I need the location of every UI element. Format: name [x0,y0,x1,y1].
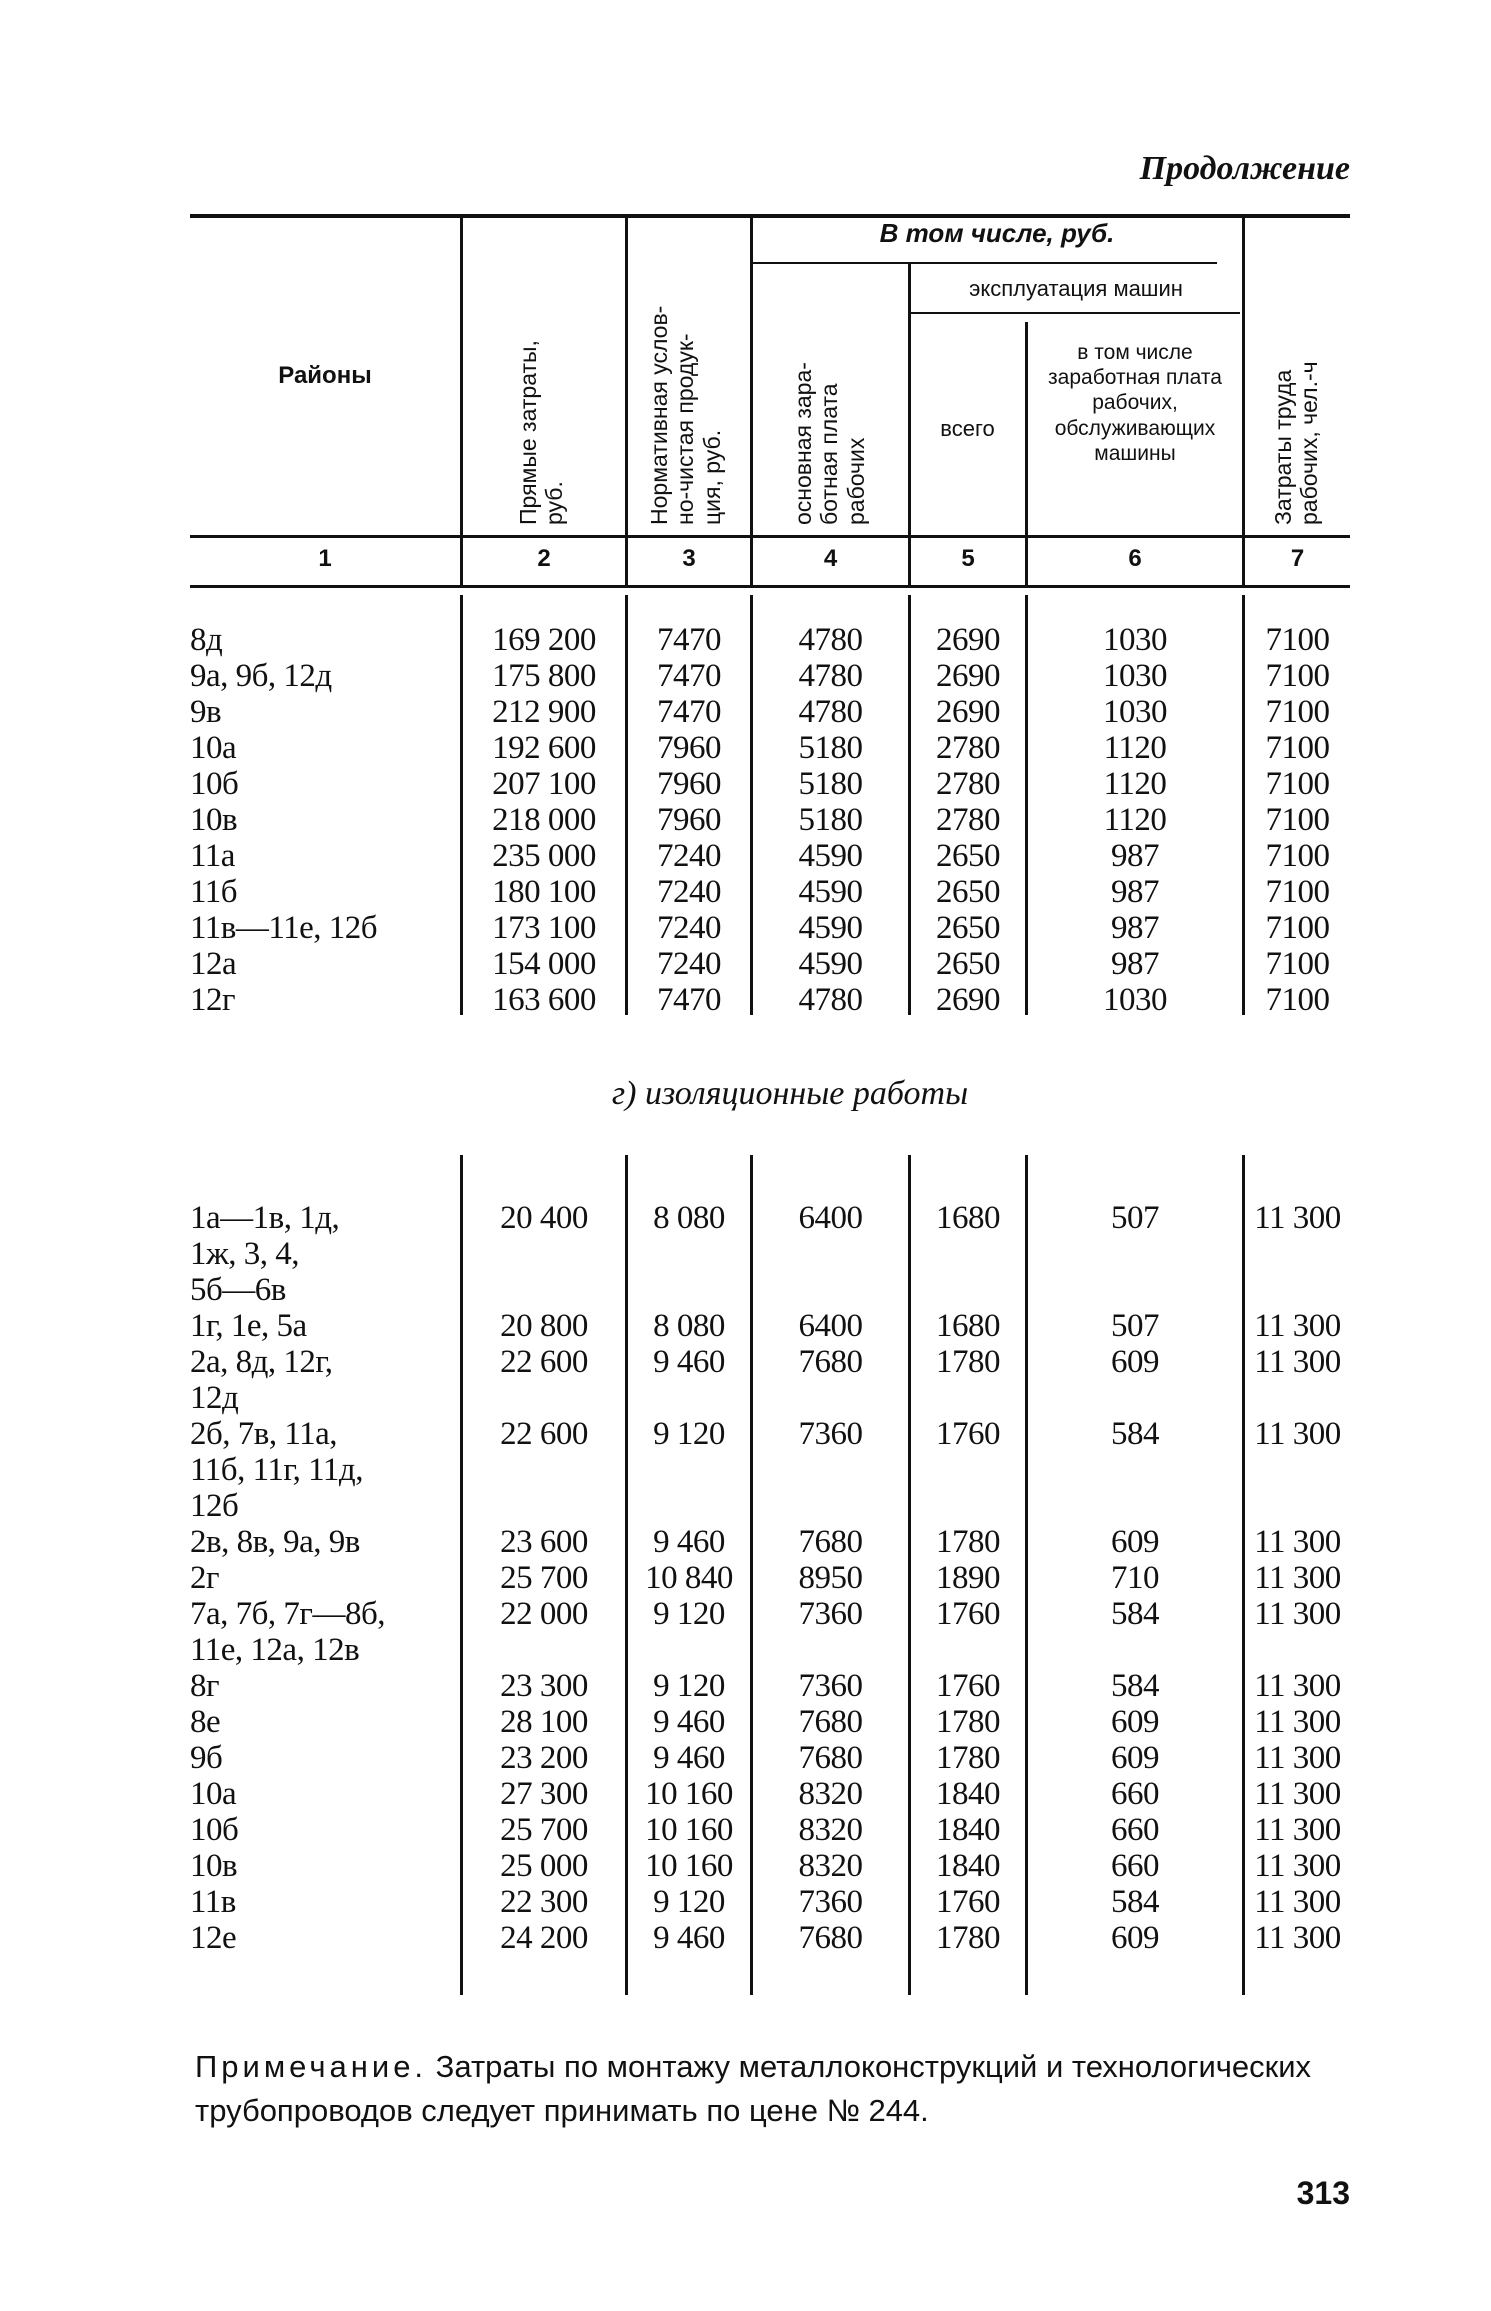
header-machine-operation: эксплуатация машин [969,276,1183,301]
value-cell: 584 [1111,1668,1159,1704]
value-cell: 2690 [936,658,1000,694]
value-cell: 1780 [936,1704,1000,1740]
district-cell: 9а, 9б, 12д [190,658,332,694]
value-cell: 7470 [657,622,721,658]
table-row [0,1596,1491,1668]
value-cell: 7360 [798,1596,863,1632]
district-cell: 11а [190,838,235,874]
header-divider [460,218,463,588]
footnote-text: Затраты по монтажу металлоконструкций и технологических трубопроводов следует принимать по цене № 244. [195,2049,1312,2128]
value-cell: 1890 [936,1560,1000,1596]
value-cell: 7960 [657,766,721,802]
district-cell: 8е [190,1704,221,1740]
value-cell: 218 000 [492,802,596,838]
value-cell: 7100 [1265,838,1330,874]
value-cell: 7100 [1265,874,1330,910]
table-row [0,1416,1491,1524]
value-cell: 7960 [657,730,721,766]
value-cell: 169 200 [492,622,596,658]
district-cell: 8д [190,622,223,658]
value-cell: 2690 [936,622,1000,658]
value-cell: 11 300 [1254,1704,1341,1740]
value-cell: 10 160 [645,1848,733,1884]
table-row [0,1740,1491,1776]
table-row [0,1704,1491,1740]
value-cell: 7680 [798,1704,863,1740]
value-cell: 9 120 [653,1416,725,1452]
district-cell: 10в [190,802,238,838]
value-cell: 7470 [657,982,721,1018]
value-cell: 7100 [1265,730,1330,766]
value-cell: 584 [1111,1596,1159,1632]
value-cell: 2650 [936,910,1000,946]
value-cell: 1120 [1103,766,1167,802]
value-cell: 7100 [1265,802,1330,838]
header-bottom-rule [190,535,1350,538]
value-cell: 1780 [936,1344,1000,1380]
district-cell: 10б [190,766,239,802]
value-cell: 1030 [1103,694,1167,730]
value-cell: 22 600 [500,1416,588,1452]
value-cell: 7470 [657,658,721,694]
value-cell: 8320 [798,1776,863,1812]
column-number: 6 [1128,545,1142,572]
district-cell: 9в [190,694,222,730]
value-cell: 22 000 [500,1596,588,1632]
value-cell: 609 [1111,1524,1159,1560]
value-cell: 4780 [798,982,863,1018]
value-cell: 9 120 [653,1884,725,1920]
district-cell: 2а, 8д, 12г, 12д [190,1344,333,1416]
value-cell: 24 200 [500,1920,588,1956]
footnote-label: Примечание. [195,2049,428,2084]
value-cell: 7240 [657,946,721,982]
value-cell: 11 300 [1254,1560,1341,1596]
value-cell: 6400 [798,1308,863,1344]
value-cell: 8320 [798,1848,863,1884]
value-cell: 2690 [936,982,1000,1018]
value-cell: 987 [1111,910,1159,946]
value-cell: 4590 [798,874,863,910]
value-cell: 11 300 [1254,1776,1341,1812]
value-cell: 212 900 [492,694,596,730]
value-cell: 609 [1111,1920,1159,1956]
value-cell: 5180 [798,730,863,766]
value-cell: 25 000 [500,1848,588,1884]
value-cell: 9 460 [653,1344,725,1380]
table-row [0,1776,1491,1812]
value-cell: 192 600 [492,730,596,766]
value-cell: 20 800 [500,1308,588,1344]
value-cell: 1780 [936,1740,1000,1776]
district-cell: 2г [190,1560,220,1596]
header-total: всего [940,416,995,441]
district-cell: 12а [190,946,237,982]
value-cell: 11 300 [1254,1344,1341,1380]
header-machine-wage: в том числе заработная плата рабочих, обслуживающих машины [1048,341,1222,465]
value-cell: 8320 [798,1812,863,1848]
value-cell: 27 300 [500,1776,588,1812]
value-cell: 2780 [936,802,1000,838]
value-cell: 235 000 [492,838,596,874]
value-cell: 2780 [936,766,1000,802]
value-cell: 10 160 [645,1812,733,1848]
table-row [0,1308,1491,1344]
value-cell: 2690 [936,694,1000,730]
value-cell: 7100 [1265,622,1330,658]
value-cell: 6400 [798,1200,863,1236]
value-cell: 8 080 [653,1200,725,1236]
district-cell: 11в [190,1884,236,1920]
value-cell: 584 [1111,1416,1159,1452]
table-row [0,982,1491,1018]
value-cell: 8950 [798,1560,863,1596]
value-cell: 11 300 [1254,1812,1341,1848]
value-cell: 25 700 [500,1560,588,1596]
value-cell: 180 100 [492,874,596,910]
district-cell: 8г [190,1668,220,1704]
value-cell: 2650 [936,838,1000,874]
value-cell: 154 000 [492,946,596,982]
value-cell: 1760 [936,1596,1000,1632]
district-cell: 1г, 1е, 5а [190,1308,307,1344]
value-cell: 7240 [657,910,721,946]
value-cell: 1030 [1103,622,1167,658]
table-row [0,766,1491,802]
value-cell: 660 [1111,1812,1159,1848]
value-cell: 11 300 [1254,1740,1341,1776]
table-row [0,730,1491,766]
column-number: 3 [682,545,696,572]
page-number: 313 [1296,2175,1350,2211]
district-cell: 10б [190,1812,239,1848]
header-normative-output: Нормативная услов- но-чистая продук- ция, руб. [646,305,725,525]
value-cell: 11 300 [1254,1668,1341,1704]
table-row [0,1848,1491,1884]
value-cell: 7240 [657,838,721,874]
header-districts: Районы [278,362,372,389]
table-row [0,1344,1491,1416]
value-cell: 11 300 [1254,1920,1341,1956]
value-cell: 7100 [1265,910,1330,946]
value-cell: 23 600 [500,1524,588,1560]
machine-underline [910,312,1240,314]
value-cell: 1760 [936,1668,1000,1704]
district-cell: 10в [190,1848,238,1884]
value-cell: 660 [1111,1776,1159,1812]
value-cell: 1120 [1103,802,1167,838]
value-cell: 7680 [798,1524,863,1560]
table-row [0,838,1491,874]
value-cell: 23 300 [500,1668,588,1704]
table-row [0,1524,1491,1560]
value-cell: 7360 [798,1668,863,1704]
value-cell: 28 100 [500,1704,588,1740]
value-cell: 25 700 [500,1812,588,1848]
district-cell: 9б [190,1740,223,1776]
table-row [0,658,1491,694]
value-cell: 4780 [798,694,863,730]
table-row [0,1560,1491,1596]
value-cell: 1840 [936,1812,1000,1848]
value-cell: 4590 [798,946,863,982]
value-cell: 9 460 [653,1704,725,1740]
value-cell: 4780 [798,622,863,658]
district-cell: 11б [190,874,238,910]
column-number: 4 [823,545,838,572]
value-cell: 7680 [798,1344,863,1380]
value-cell: 23 200 [500,1740,588,1776]
value-cell: 20 400 [500,1200,588,1236]
value-cell: 7100 [1265,946,1330,982]
value-cell: 4590 [798,910,863,946]
header-direct-costs: Прямые затраты, руб. [515,340,568,525]
value-cell: 7240 [657,874,721,910]
value-cell: 1840 [936,1776,1000,1812]
table-row [0,802,1491,838]
value-cell: 11 300 [1254,1524,1341,1560]
value-cell: 2650 [936,946,1000,982]
value-cell: 10 840 [645,1560,733,1596]
district-cell: 12г [190,982,236,1018]
continued-label: Продолжение [1139,150,1350,187]
value-cell: 7360 [798,1884,863,1920]
header-labor: Затраты труда рабочих, чел.-ч [1270,361,1323,525]
district-cell: 12е [190,1920,237,1956]
value-cell: 507 [1111,1308,1159,1344]
including-underline [752,262,1217,264]
value-cell: 22 300 [500,1884,588,1920]
value-cell: 7960 [657,802,721,838]
value-cell: 1680 [936,1308,1000,1344]
value-cell: 11 300 [1254,1596,1341,1632]
table-row [0,1668,1491,1704]
value-cell: 1760 [936,1416,1000,1452]
value-cell: 1780 [936,1524,1000,1560]
table-row [0,622,1491,658]
value-cell: 7680 [798,1920,863,1956]
value-cell: 11 300 [1254,1848,1341,1884]
column-number: 7 [1290,545,1305,572]
value-cell: 10 160 [645,1776,733,1812]
header-base-wage: основная зара- ботная плата рабочих [790,362,869,525]
value-cell: 163 600 [492,982,596,1018]
district-cell: 1а—1в, 1д, 1ж, 3, 4, 5б—6в [190,1200,340,1308]
value-cell: 11 300 [1254,1884,1341,1920]
table-row [0,946,1491,982]
value-cell: 1030 [1103,982,1167,1018]
table-row [0,874,1491,910]
value-cell: 11 300 [1254,1200,1341,1236]
value-cell: 9 460 [653,1740,725,1776]
header-divider [1242,218,1245,588]
value-cell: 1840 [936,1848,1000,1884]
table-row [0,1920,1491,1956]
value-cell: 7680 [798,1740,863,1776]
value-cell: 207 100 [492,766,596,802]
value-cell: 987 [1111,838,1159,874]
table-row [0,694,1491,730]
value-cell: 7100 [1265,694,1330,730]
value-cell: 8 080 [653,1308,725,1344]
column-number: 1 [318,545,332,572]
value-cell: 11 300 [1254,1308,1341,1344]
header-divider [750,218,753,588]
value-cell: 1760 [936,1884,1000,1920]
value-cell: 2650 [936,874,1000,910]
value-cell: 609 [1111,1704,1159,1740]
value-cell: 173 100 [492,910,596,946]
value-cell: 1680 [936,1200,1000,1236]
value-cell: 9 120 [653,1596,725,1632]
value-cell: 5180 [798,766,863,802]
header-divider [625,218,628,588]
value-cell: 175 800 [492,658,596,694]
value-cell: 4780 [798,658,863,694]
value-cell: 9 120 [653,1668,725,1704]
value-cell: 609 [1111,1344,1159,1380]
table-row [0,910,1491,946]
value-cell: 507 [1111,1200,1159,1236]
district-cell: 10а [190,1776,237,1812]
value-cell: 987 [1111,946,1159,982]
value-cell: 11 300 [1254,1416,1341,1452]
column-number: 2 [537,545,551,572]
value-cell: 9 460 [653,1524,725,1560]
value-cell: 1780 [936,1920,1000,1956]
value-cell: 609 [1111,1740,1159,1776]
value-cell: 9 460 [653,1920,725,1956]
footnote [195,2045,1355,2133]
value-cell: 584 [1111,1884,1159,1920]
value-cell: 5180 [798,802,863,838]
value-cell: 7100 [1265,766,1330,802]
value-cell: 7100 [1265,982,1330,1018]
district-cell: 11в—11е, 12б [190,910,378,946]
table-row [0,1200,1491,1308]
value-cell: 1120 [1103,730,1167,766]
value-cell: 7100 [1265,658,1330,694]
district-cell: 10а [190,730,237,766]
value-cell: 1030 [1103,658,1167,694]
value-cell: 710 [1111,1560,1159,1596]
colnum-bottom-rule [190,585,1350,588]
table-row [0,1884,1491,1920]
header-including: В том числе, руб. [879,218,1115,248]
column-number: 5 [961,545,975,572]
district-cell: 2б, 7в, 11а, 11б, 11г, 11д, 12б [190,1416,363,1524]
value-cell: 2780 [936,730,1000,766]
value-cell: 22 600 [500,1344,588,1380]
district-cell: 2в, 8в, 9а, 9в [190,1524,360,1560]
value-cell: 7470 [657,694,721,730]
section-title: г) изоляционные работы [611,1075,969,1112]
value-cell: 987 [1111,874,1159,910]
value-cell: 4590 [798,838,863,874]
value-cell: 7360 [798,1416,863,1452]
value-cell: 660 [1111,1848,1159,1884]
table-row [0,1812,1491,1848]
district-cell: 7а, 7б, 7г—8б, 11е, 12а, 12в [190,1596,386,1668]
